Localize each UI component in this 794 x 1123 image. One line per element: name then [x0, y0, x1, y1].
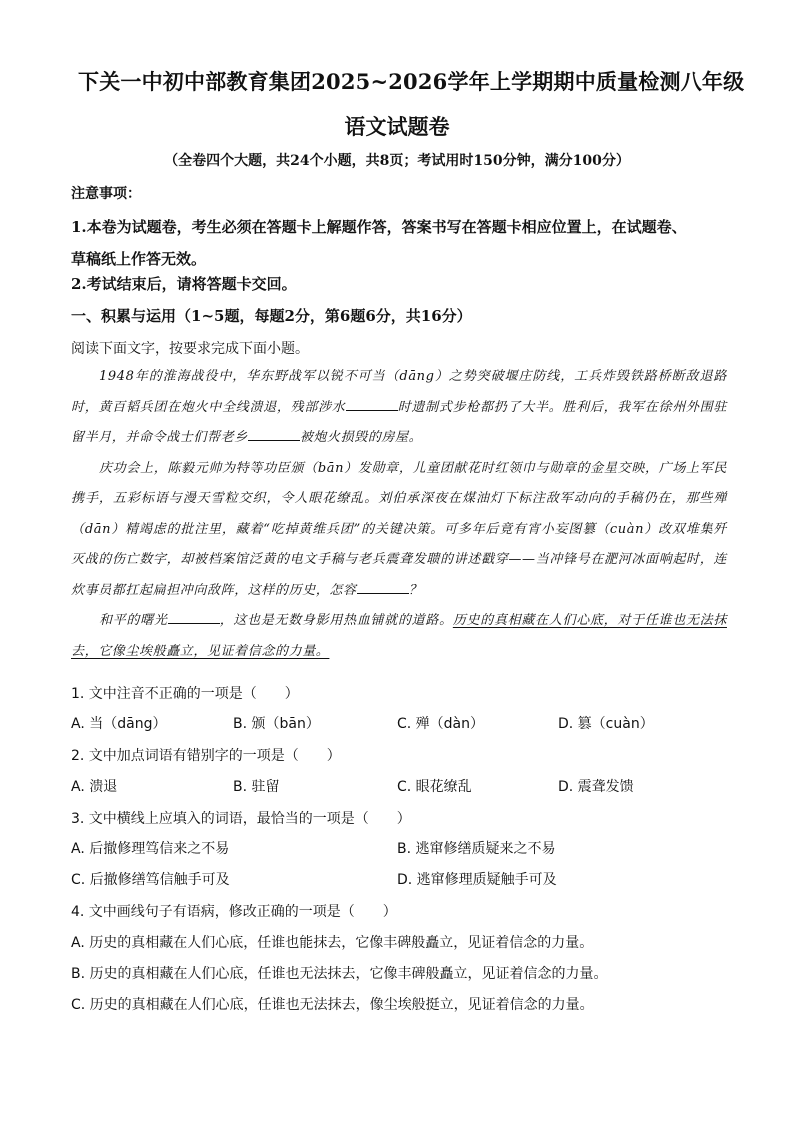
exam-subject-title: 语文试题卷 [344, 114, 450, 139]
passage-text: 被炮火损毁的房屋。 [299, 430, 423, 445]
passage-text: 庆功会上，陈毅元帅为特等功臣颁（bān）发勋章，儿童团献花时红领巾与勋章的金星交映，广场上军民携手，五彩标语与漫天雪粒交织，令人眼花缭乱。刘伯承深夜在煤油灯下标注敌军动向的手稿仍在，那些殚（dān）精竭虑的批注里，藏着“吃掉黄维兵团”的关键决策。可多年后竟有宵小妄图篡（cuàn）改双堆集歼灭战的伤亡数字，却被档案馆泛黄的电文手稿与老兵震聋发聩的讲述戳穿——当冲锋号在淝河冰面响起时，连炊事员都扛起扁担冲向敌阵，这样的历史，怎容 [71, 460, 727, 598]
question-3: 3. 文中横线上应填入的词语，最恰当的一项是（ ） [71, 811, 411, 827]
q1-option-c[interactable]: C. 殚（dàn） [397, 716, 485, 732]
section-intro: 阅读下面文字，按要求完成下面小题。 [71, 341, 309, 357]
passage-text: ？ [408, 582, 423, 598]
q2-option-a[interactable]: A. 溃退 [71, 779, 118, 795]
passage-text: ，这也是无数身影用热血铺就的道路。 [219, 613, 453, 628]
q3-option-b[interactable]: B. 逃窜修缮质疑来之不易 [397, 841, 556, 857]
q2-option-d[interactable]: D. 震聋发馈 [558, 779, 634, 795]
note-item-1 [71, 211, 741, 275]
question-4: 4. 文中画线句子有语病，修改正确的一项是（ ） [71, 904, 397, 920]
underlined-sentence: 历史的真相藏在人们心底，对于任谁也无法抹去，它像尘埃般矗立，见证着信念的力量。 [71, 613, 727, 659]
notes-heading: 注意事项： [71, 186, 141, 202]
q2-option-c[interactable]: C. 眼花缭乱 [397, 779, 472, 795]
fill-blank [248, 428, 300, 441]
q1-option-d[interactable]: D. 篡（cuàn） [558, 716, 654, 732]
q1-option-b[interactable]: B. 颁（bān） [233, 716, 320, 732]
section-heading: 一、积累与运用（1~5题，每题2分，第6题6分，共16分） [71, 307, 472, 325]
q4-option-c[interactable]: C. 历史的真相藏在人们心底，任谁也无法抹去，像尘埃般挺立，见证着信念的力量。 [71, 997, 594, 1013]
note-item-1-line2: 草稿纸上作答无效。 [71, 250, 207, 268]
q3-option-a[interactable]: A. 后撤修理笃信来之不易 [71, 841, 230, 857]
q4-option-b[interactable]: B. 历史的真相藏在人们心底，任谁也无法抹去，它像丰碑般矗立，见证着信念的力量。 [71, 966, 608, 982]
q2-option-b[interactable]: B. 驻留 [233, 779, 280, 795]
q3-option-d[interactable]: D. 逃窜修理质疑触手可及 [397, 872, 557, 888]
note-item-2: 2.考试结束后，请将答题卡交回。 [71, 275, 297, 293]
passage-text: 时遗制式步枪都扔了大半。胜利后，我军在徐州外围驻留半月，并命令战士们帮老乡 [71, 399, 727, 445]
q4-option-a[interactable]: A. 历史的真相藏在人们心底，任谁也能抹去，它像丰碑般矗立，见证着信念的力量。 [71, 935, 594, 951]
exam-title: 下关一中初中部教育集团2025~2026学年上学期期中质量检测八年级 [78, 69, 745, 94]
note-item-1-line1: 1.本卷为试题卷，考生必须在答题卡上解题作答，答案书写在答题卡相应位置上，在试题卷、 [71, 218, 687, 236]
exam-info: （全卷四个大题，共24个小题，共8页；考试用时150分钟，满分100分） [164, 153, 630, 169]
passage-paragraph-3 [71, 606, 727, 667]
reading-passage [71, 362, 727, 667]
passage-text: 1948年的淮海战役中，华东野战军以锐不可当（dāng）之势突破堰庄防线，工兵炸毁铁路桥断敌退路时，黄百韬兵团在炮火中全线溃退，残部涉水 [71, 369, 727, 415]
passage-text: 和平的曙光 [99, 613, 168, 628]
question-1: 1. 文中注音不正确的一项是（ ） [71, 686, 299, 702]
question-2: 2. 文中加点词语有错别字的一项是（ ） [71, 748, 341, 764]
passage-paragraph-2 [71, 454, 727, 607]
q1-option-a[interactable]: A. 当（dāng） [71, 716, 167, 732]
fill-blank [346, 398, 398, 411]
q3-option-c[interactable]: C. 后撤修缮笃信触手可及 [71, 872, 230, 888]
passage-paragraph-1 [71, 362, 727, 454]
fill-blank [168, 611, 220, 624]
fill-blank [357, 581, 409, 594]
